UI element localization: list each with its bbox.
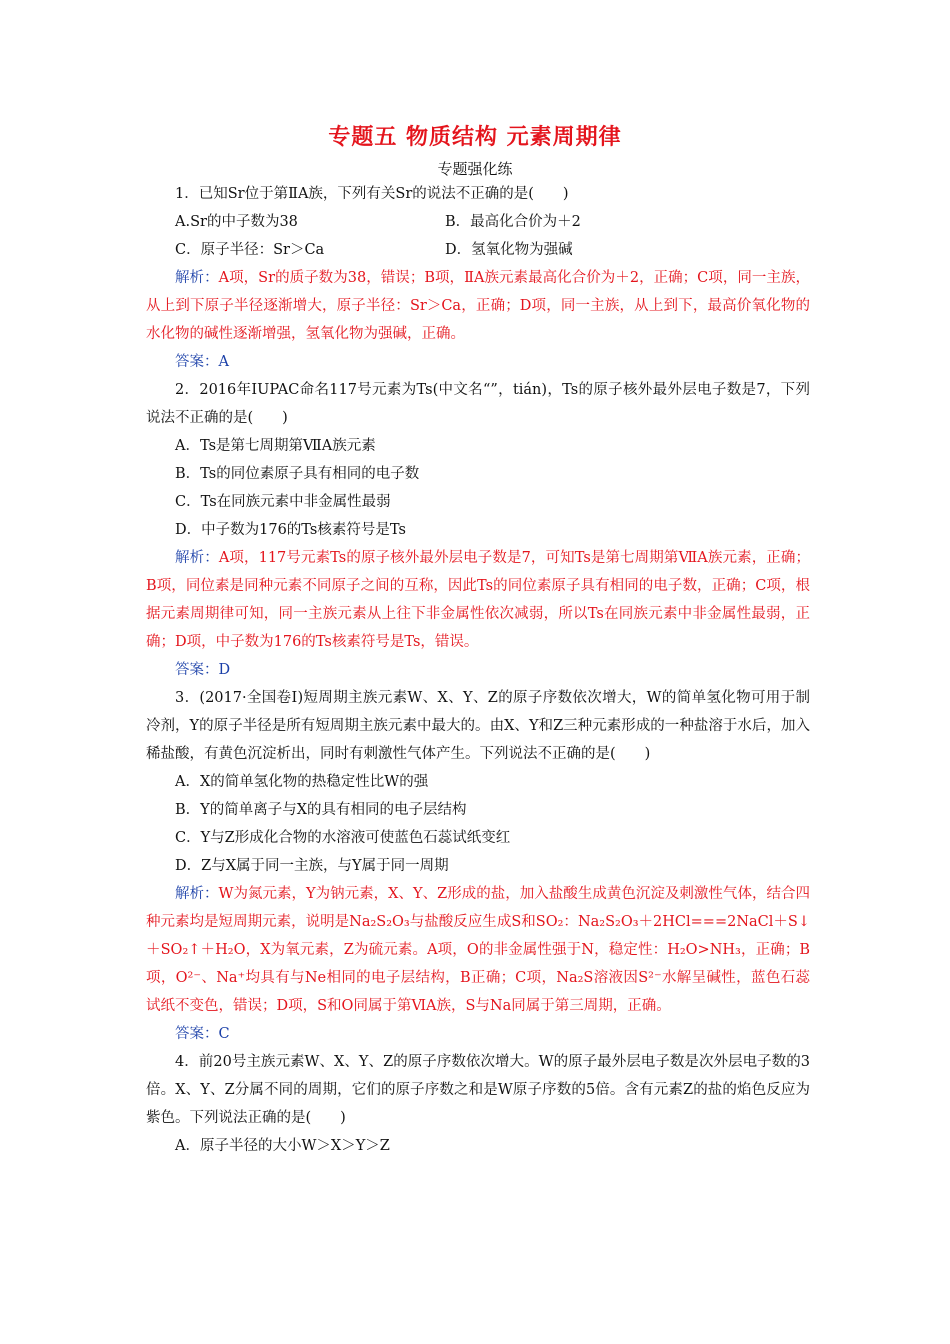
q1-explanation-text: A项，Sr的质子数为38，错误；B项，ⅡA族元素最高化合价为＋2，正确；C项，同一主族，从上到下原子半径逐渐增大，原子半径：Sr＞Ca，正确；D项，同一主族，从上到下，最高价氧化物的水化物的碱性逐渐增强，氢氧化物为强碱，正确。 — [146, 270, 811, 342]
q3-explanation-label: 解析： — [175, 886, 219, 902]
q2-answer — [146, 656, 810, 684]
q3-option-a: A．X的简单氢化物的热稳定性比W的强 — [175, 774, 429, 790]
q3-explanation-text: W为氮元素，Y为钠元素，X、Y、Z形成的盐，加入盐酸生成黄色沉淀及刺激性气体，结合四种元素均是短周期元素，说明是Na₂S₂O₃与盐酸反应生成S和SO₂：Na₂S₂O₃＋2HCl===2NaCl＋S↓＋SO₂↑＋H₂O，X为氧元素，Z为硫元素。A项，O的非金属性强于N，稳定性：H₂O>NH₃，正确；B项，O²⁻、Na⁺均具有与Ne相同的电子层结构，B正确；C项，Na₂S溶液因S²⁻水解呈碱性，蓝色石蕊试纸不变色，错误；D项，S和O同属于第ⅥA族，S与Na同属于第三周期，正确。 — [146, 886, 810, 1014]
q3-option-d: D．Z与X属于同一主族，与Y属于同一周期 — [175, 858, 449, 874]
q1-options-cd — [146, 236, 810, 264]
q1-option-d: D．氢氧化物为强碱 — [445, 242, 573, 258]
q4-option-a: A．原子半径的大小W＞X＞Y＞Z — [175, 1138, 390, 1154]
q1-option-c: C．原子半径：Sr＞Ca — [175, 242, 325, 258]
q4-stem: 4．前20号主族元素W、X、Y、Z的原子序数依次增大。W的原子最外层电子数是次外层电子数的3倍。X、Y、Z分属不同的周期，它们的原子序数之和是W原子序数的5倍。含有元素Z的盐的焰色反应为紫色。下列说法正确的是( ) — [146, 1054, 810, 1126]
q2-explanation — [146, 544, 810, 656]
q2-option-c: C．Ts在同族元素中非金属性最弱 — [175, 494, 391, 510]
q1-option-a: A.Sr的中子数为38 — [175, 214, 298, 230]
q1-options-ab — [146, 208, 810, 236]
q2-option-d: D．中子数为176的Ts核素符号是Ts — [175, 522, 406, 538]
q1-option-b: B．最高化合价为＋2 — [445, 214, 581, 230]
q1-answer-text: 答案：A — [175, 354, 229, 370]
q3-answer — [146, 1020, 810, 1048]
q2-explanation-text: A项，117号元素Ts的原子核外最外层电子数是7，可知Ts是第七周期第ⅦA族元素，正确；B项，同位素是同种元素不同原子之间的互称，因此Ts的同位素原子具有相同的电子数，正确；C项，根据元素周期律可知，同一主族元素从上往下非金属性依次减弱，所以Ts在同族元素中非金属性最弱，正确；D项，中子数为176的Ts核素符号是Ts，错误。 — [146, 550, 811, 650]
q1-explanation-label: 解析： — [175, 270, 219, 286]
q3-explanation — [146, 880, 810, 1020]
page-title: 专题五 物质结构 元素周期律 — [328, 125, 622, 150]
q3-option-b: B．Y的简单离子与X的具有相同的电子层结构 — [175, 802, 467, 818]
q1-stem: 1．已知Sr位于第ⅡA族，下列有关Sr的说法不正确的是( ) — [175, 186, 569, 202]
document-body — [146, 180, 810, 1160]
page-subtitle: 专题强化练 — [437, 160, 513, 178]
q2-answer-text: 答案：D — [175, 662, 231, 678]
q3-stem: 3．(2017·全国卷Ⅰ)短周期主族元素W、X、Y、Z的原子序数依次增大，W的简单氢化物可用于制冷剂，Y的原子半径是所有短周期主族元素中最大的。由X、Y和Z三种元素形成的一种盐溶于水后，加入稀盐酸，有黄色沉淀析出，同时有刺激性气体产生。下列说法不正确的是( ) — [146, 690, 810, 762]
q2-option-a: A．Ts是第七周期第ⅦA族元素 — [175, 438, 376, 454]
q2-explanation-label: 解析： — [175, 550, 219, 566]
q3-answer-text: 答案：C — [175, 1026, 230, 1042]
q2-option-b: B．Ts的同位素原子具有相同的电子数 — [175, 466, 420, 482]
q3-option-c: C．Y与Z形成化合物的水溶液可使蓝色石蕊试纸变红 — [175, 830, 511, 846]
q1-answer — [146, 348, 810, 376]
q2-stem: 2．2016年IUPAC命名117号元素为Ts(中文名“”，tián)，Ts的原子核外最外层电子数是7，下列说法不正确的是( ) — [146, 382, 810, 426]
q1-explanation — [146, 264, 810, 348]
